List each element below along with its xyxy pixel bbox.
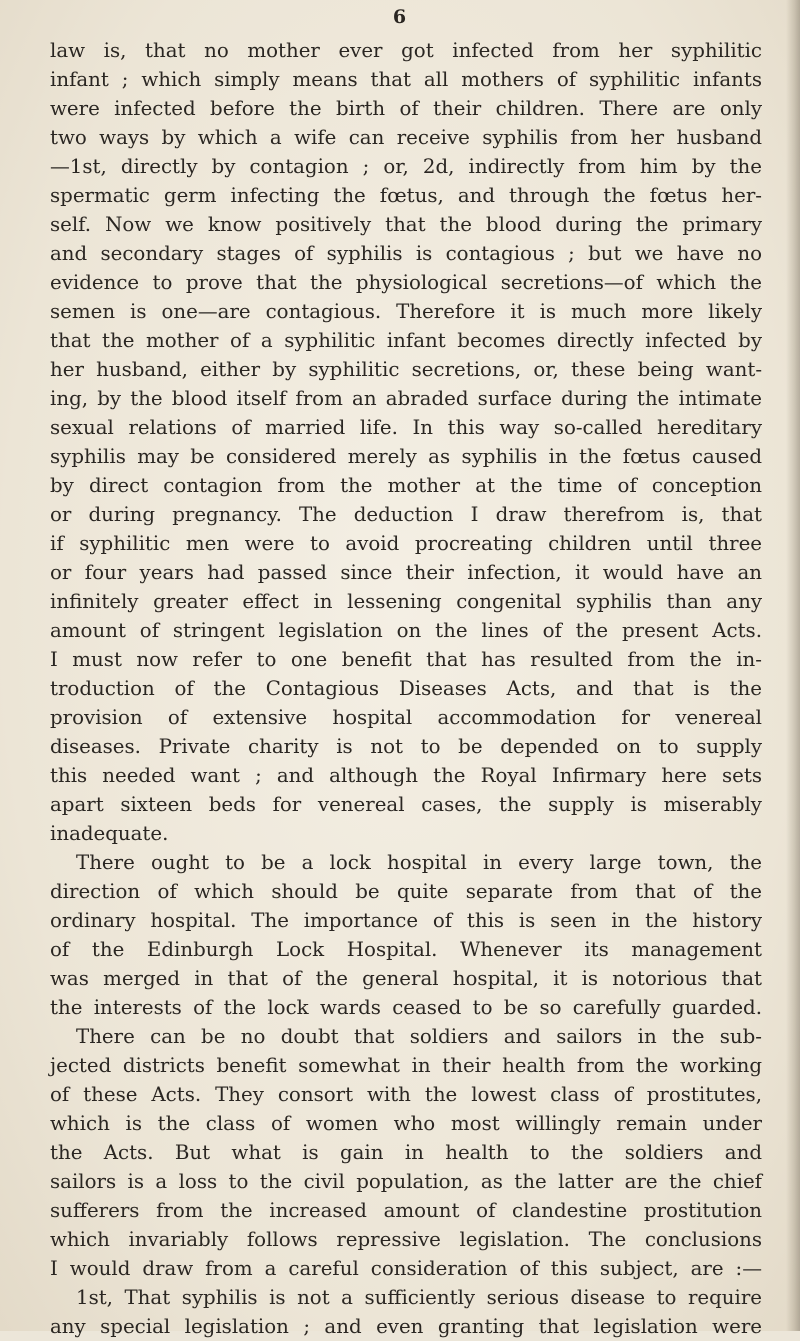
text-line: or four years had passed since their infection, it would have an [50,561,762,584]
text-line: which is the class of women who most willingly remain under [50,1112,762,1135]
text-line: I must now refer to one benefit that has resulted from the in- [50,648,762,671]
text-line: infant ; which simply means that all mothers of syphilitic infants [50,68,762,91]
text-line: semen is one—are contagious. Therefore it is much more likely [50,300,762,323]
text-line: troduction of the Contagious Diseases Acts, and that is the [50,677,762,700]
text-line: by direct contagion from the mother at the time of conception [50,474,762,497]
text-line: the Acts. But what is gain in health to the soldiers and [50,1141,762,1164]
text-line: sailors is a loss to the civil population, as the latter are the chief [50,1170,762,1193]
text-line: and secondary stages of syphilis is contagious ; but we have no [50,242,762,265]
text-line: infinitely greater effect in lessening congenital syphilis than any [50,590,762,613]
text-line: law is, that no mother ever got infected from her syphilitic [50,39,762,62]
text-line: the interests of the lock wards ceased to be so carefully guarded. [50,996,762,1019]
text-line: sexual relations of married life. In this way so-called hereditary [50,416,762,439]
text-line: were infected before the birth of their children. There are only [50,97,762,120]
page-edge-shadow [786,0,800,1331]
text-line: self. Now we know positively that the blood during the primary [50,213,762,236]
text-line: apart sixteen beds for venereal cases, the supply is miserably [50,793,762,816]
text-line: ordinary hospital. The importance of this is seen in the history [50,909,762,932]
text-line: this needed want ; and although the Royal Infirmary here sets [50,764,762,787]
text-line-paragraph-end: inadequate. [50,822,169,845]
text-line: any special legislation ; and even granting that legislation were [50,1315,762,1338]
text-line-paragraph-start: 1st, That syphilis is not a sufficiently serious disease to require [76,1286,762,1309]
text-line: which invariably follows repressive legislation. The conclusions [50,1228,762,1251]
text-line: direction of which should be quite separate from that of the [50,880,762,903]
text-line: evidence to prove that the physiological secretions—of which the [50,271,762,294]
body-text [50,36,762,1341]
text-line: spermatic germ infecting the fœtus, and through the fœtus her- [50,184,762,207]
text-line: sufferers from the increased amount of clandestine prostitution [50,1199,762,1222]
text-line: —1st, directly by contagion ; or, 2d, indirectly from him by the [50,155,762,178]
text-line: ing, by the blood itself from an abraded surface during the intimate [50,387,762,410]
text-line: provision of extensive hospital accommodation for venereal [50,706,762,729]
text-line: I would draw from a careful consideration of this subject, are :— [50,1257,762,1280]
text-line: or during pregnancy. The deduction I draw therefrom is, that [50,503,762,526]
text-line: that the mother of a syphilitic infant becomes directly infected by [50,329,762,352]
text-line: syphilis may be considered merely as syphilis in the fœtus caused [50,445,762,468]
text-line-paragraph-start: There ought to be a lock hospital in every large town, the [76,851,762,874]
page-number: 6 [392,6,408,28]
text-line: two ways by which a wife can receive syphilis from her husband [50,126,762,149]
text-line: amount of stringent legislation on the lines of the present Acts. [50,619,762,642]
text-line: if syphilitic men were to avoid procreating children until three [50,532,762,555]
text-line: jected districts benefit somewhat in their health from the working [50,1054,762,1077]
text-line-paragraph-start: There can be no doubt that soldiers and sailors in the sub- [76,1025,762,1048]
text-line: of the Edinburgh Lock Hospital. Whenever its management [50,938,762,961]
text-line: was merged in that of the general hospital, it is notorious that [50,967,762,990]
text-line: her husband, either by syphilitic secretions, or, these being want- [50,358,762,381]
text-line: diseases. Private charity is not to be depended on to supply [50,735,762,758]
text-line: of these Acts. They consort with the lowest class of prostitutes, [50,1083,762,1106]
